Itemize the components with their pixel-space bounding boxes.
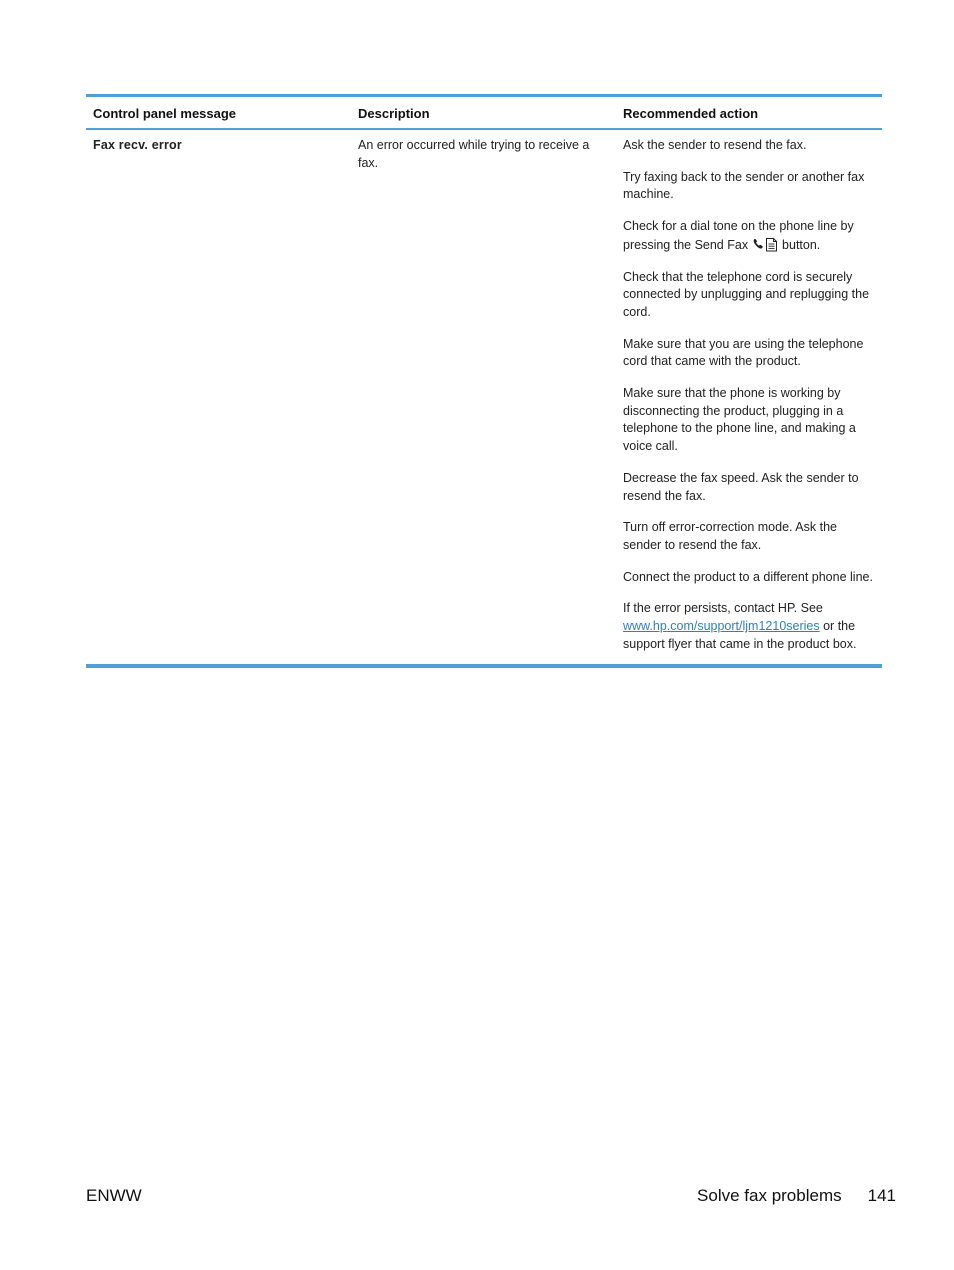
action-different-line: Connect the product to a different phone line. <box>623 569 873 584</box>
support-link[interactable]: www.hp.com/support/ljm1210series <box>623 619 820 634</box>
troubleshooting-table <box>86 94 882 668</box>
description-cell: An error occurred while trying to receive a fax. <box>358 138 590 170</box>
action-fax-back: Try faxing back to the sender or another fax machine. <box>623 169 865 202</box>
control-panel-message-cell: Fax recv. error <box>93 138 182 152</box>
action-use-original-cord: Make sure that you are using the telephone cord that came with the product. <box>623 336 864 369</box>
page-number: 141 <box>867 1186 896 1205</box>
header-recommended-action: Recommended action <box>623 106 759 121</box>
footer-section-title: Solve fax problems <box>697 1186 842 1205</box>
table-header-row <box>86 97 882 128</box>
action-resend: Ask the sender to resend the fax. <box>623 138 807 152</box>
action-decrease-speed: Decrease the fax speed. Ask the sender to resend the fax. <box>623 470 859 503</box>
header-control-panel-message: Control panel message <box>93 106 237 121</box>
action-test-phone: Make sure that the phone is working by disconnecting the product, plugging in a telephone to the phone line, and making a voice call. <box>623 386 856 454</box>
action-dial-tone-text: Check for a dial tone on the phone line by pressing the Send Fax <box>623 219 854 252</box>
action-check-cord: Check that the telephone cord is securely connected by unplugging and replugging the cord. <box>623 269 870 319</box>
table-bottom-rule <box>86 664 882 668</box>
action-turn-off-ecm: Turn off error-correction mode. Ask the sender to resend the fax. <box>623 520 837 552</box>
action-dial-tone <box>623 218 876 254</box>
action-dial-tone-suffix: button. <box>782 237 821 252</box>
footer-right <box>697 1186 896 1206</box>
action-contact-hp-text: If the error persists, contact HP. See <box>623 601 823 616</box>
footer-enww: ENWW <box>86 1186 142 1205</box>
header-description: Description <box>358 106 430 121</box>
action-contact-hp-suffix: or the support flyer that came in the product box. <box>623 619 857 651</box>
send-fax-icon <box>752 236 779 252</box>
table-row <box>86 130 882 664</box>
recommended-action-cell <box>616 137 882 653</box>
action-contact-hp <box>623 600 876 653</box>
page-footer <box>86 1186 896 1212</box>
